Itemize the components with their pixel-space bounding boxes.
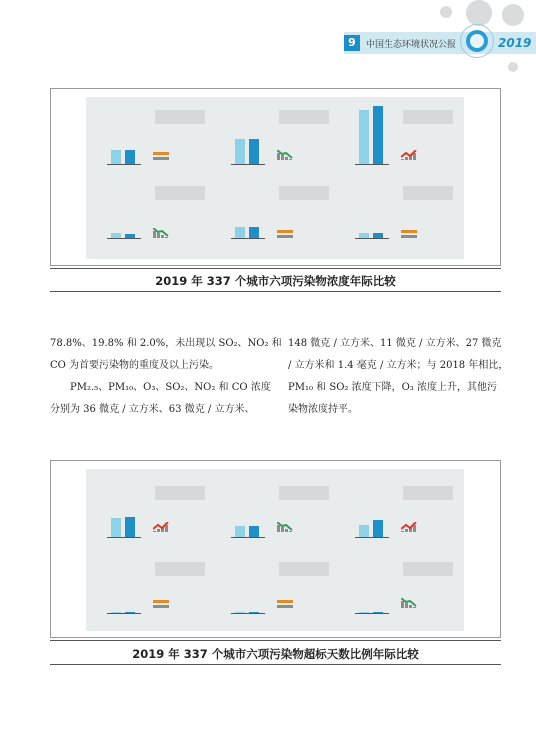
text-line: / 立方米和 1.4 毫克 / 立方米；与 2018 年相比， [288,360,509,371]
x-axis [107,537,141,538]
chart-panel [355,480,505,544]
bar-2019 [249,526,259,537]
panel-title [403,562,453,576]
panel-title [403,110,453,124]
flat-icon [401,228,417,238]
text-line: 148 微克 / 立方米、11 微克 / 立方米、27 微克 [288,338,502,349]
up-trend-icon [401,150,417,160]
header-ring-icon [466,30,488,52]
panel-title [279,486,329,500]
bar-2018 [235,526,245,537]
text-line: 78.8%、19.8% 和 2.0%，未出现以 SO₂、NO₂ 和 [50,338,282,349]
flat-icon [277,598,293,608]
bar-2018 [111,518,121,537]
flat-icon [277,228,293,238]
body-text-left [50,333,282,421]
flat-icon [153,598,169,608]
figure2-rule-bottom [50,664,501,665]
x-axis [231,613,265,614]
text-line: PM₁₀ 和 SO₂ 浓度下降，O₃ 浓度上升，其他污 [288,382,497,393]
x-axis [231,164,265,165]
header-year: 2019 [498,36,532,50]
bar-2018 [235,139,245,164]
panel-title [155,486,205,500]
panel-title [279,562,329,576]
figure1-caption: 2019 年 337 个城市六项污染物浓度年际比较 [155,274,396,288]
publication-title: 中国生态环境状况公报 [366,40,457,50]
panel-title [279,186,329,200]
chart-panel [355,104,505,168]
x-axis [231,238,265,239]
text-line: 分别为 36 微克 / 立方米、63 微克 / 立方米、 [50,404,255,415]
body-text-right [288,333,508,421]
panel-title [155,110,205,124]
bar-2018 [235,227,245,238]
bar-2018 [359,110,369,164]
down-trend-icon [153,228,169,238]
figure2-caption: 2019 年 337 个城市六项污染物超标天数比例年际比较 [132,647,419,661]
up-trend-icon [153,522,169,532]
x-axis [107,164,141,165]
page-number: 9 [344,35,360,51]
bar-2019 [125,150,135,164]
x-axis [355,613,389,614]
up-trend-icon [401,522,417,532]
flat-icon [153,150,169,160]
bar-2019 [373,106,383,164]
bar-2019 [125,517,135,537]
panel-title [403,186,453,200]
panel-title [155,562,205,576]
bar-2018 [111,150,121,164]
panel-title [155,186,205,200]
down-trend-icon [277,522,293,532]
figure1-rule-top [50,268,501,269]
bar-2019 [249,227,259,238]
chart-panel [355,180,505,244]
bar-2019 [373,520,383,537]
bar-2018 [359,525,369,537]
panel-title [403,486,453,500]
down-trend-icon [401,598,417,608]
text-line: CO 为首要污染物的重度及以上污染。 [50,360,220,371]
x-axis [107,613,141,614]
text-line: 染物浓度持平。 [288,404,358,415]
figure2-rule-top [50,640,501,641]
x-axis [355,537,389,538]
x-axis [355,238,389,239]
chart-panel [355,556,505,620]
bar-2019 [249,139,259,164]
figure1-rule-bottom [50,291,501,292]
x-axis [355,164,389,165]
text-line: PM₂.₅、PM₁₀、O₃、SO₂、NO₂ 和 CO 浓度 [50,382,271,393]
down-trend-icon [277,150,293,160]
panel-title [279,110,329,124]
x-axis [231,537,265,538]
x-axis [107,238,141,239]
